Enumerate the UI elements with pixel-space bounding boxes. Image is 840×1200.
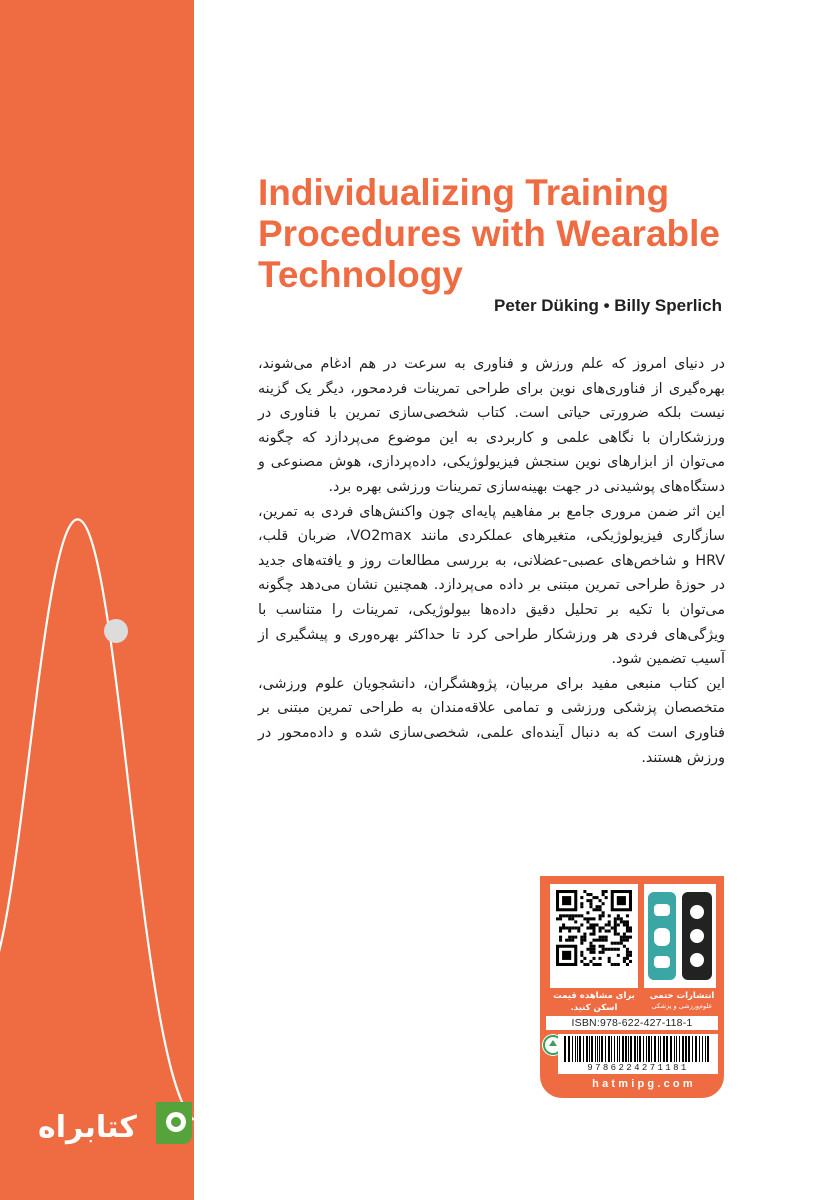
book-authors: Peter Düking • Billy Sperlich	[494, 296, 722, 315]
publisher-name: انتشارات حتمی	[649, 991, 715, 1001]
qr-code-card[interactable]	[550, 884, 638, 988]
book-description	[258, 352, 725, 770]
ketabrah-logo-icon	[146, 1094, 202, 1150]
sine-curve	[0, 519, 194, 1120]
scan-for-price-note: برای مشاهده قیمت اسکن کنید.	[553, 991, 635, 1013]
barcode-bars	[560, 1036, 716, 1062]
publisher-info-box	[540, 876, 724, 1098]
barcode-number: 9786224271181	[587, 1063, 689, 1073]
description-paragraph-3: این کتاب منبعی مفید برای مربیان، پژوهشگران، دانشجویان علوم ورزشی، متخصصان پزشکی ورزشی و تمامی علاقه‌مندان به طراحی تمرین مبتنی بر فناوری است که به دنبال آینده‌ای علمی، شخصی‌سازی شده و داده‌محور در ورزش هستند.	[258, 675, 725, 766]
publisher-logo-icon	[644, 884, 716, 988]
isbn-label: ISBN:978-622-427-118-1	[546, 1016, 718, 1030]
description-paragraph-2: این اثر ضمن مروری جامع بر مفاهیم پایه‌ای چون واکنش‌های فردی به تمرین، سازگاری فیزیولوژیکی، متغیرهای عملکردی مانند VO2max، ضربان قلب، HRV و شاخص‌های عصبی-عضلانی، به بررسی مطالعات روز و یافته‌های جدید در حوزهٔ طراحی تمرین مبتنی بر داده می‌پردازد. همچنین نشان می‌دهد چگونه می‌توان با تکیه بر تحلیل دقیق داده‌ها بیولوژیکی، تمرینات را متناسب با ویژگی‌های فردی هر ورزشکار طراحی کرد تا حداکثر بهره‌وری و پیشگیری از آسیب تضمین شود.	[258, 503, 725, 668]
publisher-logo-card	[644, 884, 716, 988]
publisher-website-link[interactable]: hatmipg.com	[592, 1078, 696, 1090]
sine-wave-decoration	[0, 0, 194, 1200]
watermark-text: کتابراه	[38, 1110, 137, 1145]
barcode	[558, 1034, 718, 1074]
ketabrah-watermark	[38, 1094, 218, 1150]
book-title: Individualizing Training Procedures with Wearable Technology	[258, 172, 720, 295]
publisher-tagline: علوم‌ورزشی و پزشکی	[651, 1002, 713, 1010]
qr-code-icon[interactable]	[556, 890, 632, 966]
wave-dot	[104, 619, 128, 643]
description-paragraph-1: در دنیای امروز که علم ورزش و فناوری به سرعت در هم ادغام می‌شوند، بهره‌گیری از فناوری‌های نوین برای طراحی تمرینات فردمحور، دیگر یک گزینه نیست بلکه ضرورتی حیاتی است. کتاب شخصی‌سازی تمرین با فناوری در ورزشکاران با نگاهی علمی و کاربردی به این موضوع می‌پردازد که چگونه می‌توان از ابزارهای نوین سنجش فیزیولوژیکی، داده‌پردازی، هوش مصنوعی و دستگاه‌های پوشیدنی در جهت بهینه‌سازی تمرینات ورزشی بهره برد.	[258, 356, 725, 495]
publisher-name-block	[644, 990, 720, 1011]
